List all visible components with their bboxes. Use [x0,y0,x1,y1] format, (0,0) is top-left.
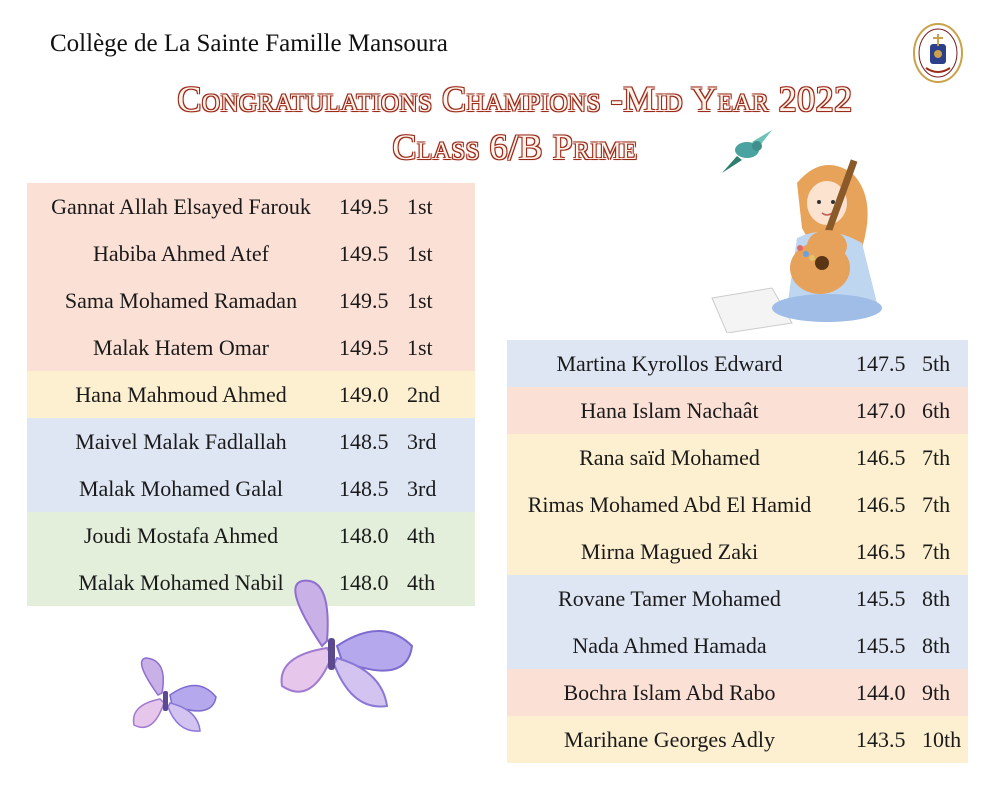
student-score: 143.5 [856,726,906,752]
student-name: Marihane Georges Adly [564,726,775,752]
student-rank: 8th [922,632,951,658]
table-row [507,387,968,434]
student-score: 148.0 [339,569,389,595]
student-name: Hana Mahmoud Ahmed [75,381,287,407]
student-score: 146.5 [856,444,906,470]
student-name: Rana saïd Mohamed [579,444,760,470]
student-score: 149.5 [339,240,389,266]
table-row [507,622,968,669]
student-rank: 9th [922,679,951,705]
student-score: 148.5 [339,475,389,501]
student-score: 147.0 [856,397,906,423]
table-row [507,340,968,387]
student-name: Hana Islam Nachaât [580,397,759,423]
bird-icon [722,130,772,173]
student-name: Bochra Islam Abd Rabo [563,679,776,705]
table-row [27,183,475,230]
table-row [507,575,968,622]
table-row [27,418,475,465]
student-name: Malak Mohamed Nabil [78,569,284,595]
purple-butterfly-icon [128,655,220,735]
student-rank: 4th [407,522,436,548]
student-score: 148.5 [339,428,389,454]
student-rank: 1st [407,240,433,266]
girl-guitar-illustration [702,128,902,333]
student-name: Rimas Mohamed Abd El Hamid [527,491,812,517]
student-score: 144.0 [856,679,906,705]
student-rank: 1st [407,334,433,360]
table-row [507,716,968,763]
table-row [507,481,968,528]
student-rank: 4th [407,569,436,595]
table-row [507,528,968,575]
student-score: 148.0 [339,522,389,548]
student-rank: 1st [407,287,433,313]
student-name: Rovane Tamer Mohamed [558,585,781,611]
title-congratulations: Congratulations Champions -Mid Year 2022 [177,79,853,119]
student-name: Sama Mohamed Ramadan [64,287,298,313]
student-rank: 3rd [407,428,437,454]
student-score: 147.5 [856,350,906,376]
student-name: Malak Mohamed Galal [78,475,284,501]
student-name: Nada Ahmed Hamada [572,632,767,658]
student-name: Habiba Ahmed Atef [93,240,269,266]
student-score: 145.5 [856,585,906,611]
title-class: Class 6/B Prime [392,127,638,167]
table-row [507,669,968,716]
student-score: 146.5 [856,538,906,564]
student-score: 149.5 [339,287,389,313]
student-rank: 1st [407,193,433,219]
student-rank: 3rd [407,475,437,501]
student-rank: 6th [922,397,951,423]
student-name: Malak Hatem Omar [93,334,269,360]
student-name: Gannat Allah Elsayed Farouk [51,193,311,219]
table-row [27,277,475,324]
table-row [27,465,475,512]
student-name: Joudi Mostafa Ahmed [83,522,279,548]
table-row [27,512,475,559]
student-name: Martina Kyrollos Edward [556,350,783,376]
student-score: 146.5 [856,491,906,517]
student-score: 149.5 [339,193,389,219]
table-row [27,371,475,418]
student-rank: 5th [922,350,951,376]
student-rank: 10th [922,726,962,752]
student-rank: 7th [922,444,951,470]
student-rank: 7th [922,491,951,517]
student-rank: 8th [922,585,951,611]
student-name: Mirna Magued Zaki [580,538,759,564]
table-row [507,434,968,481]
table-row [27,230,475,277]
table-row [27,324,475,371]
student-score: 149.0 [339,381,389,407]
school-crest-icon [912,22,964,84]
student-rank: 7th [922,538,951,564]
student-name: Maivel Malak Fadlallah [75,428,287,454]
student-score: 149.5 [339,334,389,360]
purple-butterfly-icon [272,576,422,716]
school-name: Collège de La Sainte Famille Mansoura [50,30,448,57]
student-score: 145.5 [856,632,906,658]
student-rank: 2nd [407,381,440,407]
